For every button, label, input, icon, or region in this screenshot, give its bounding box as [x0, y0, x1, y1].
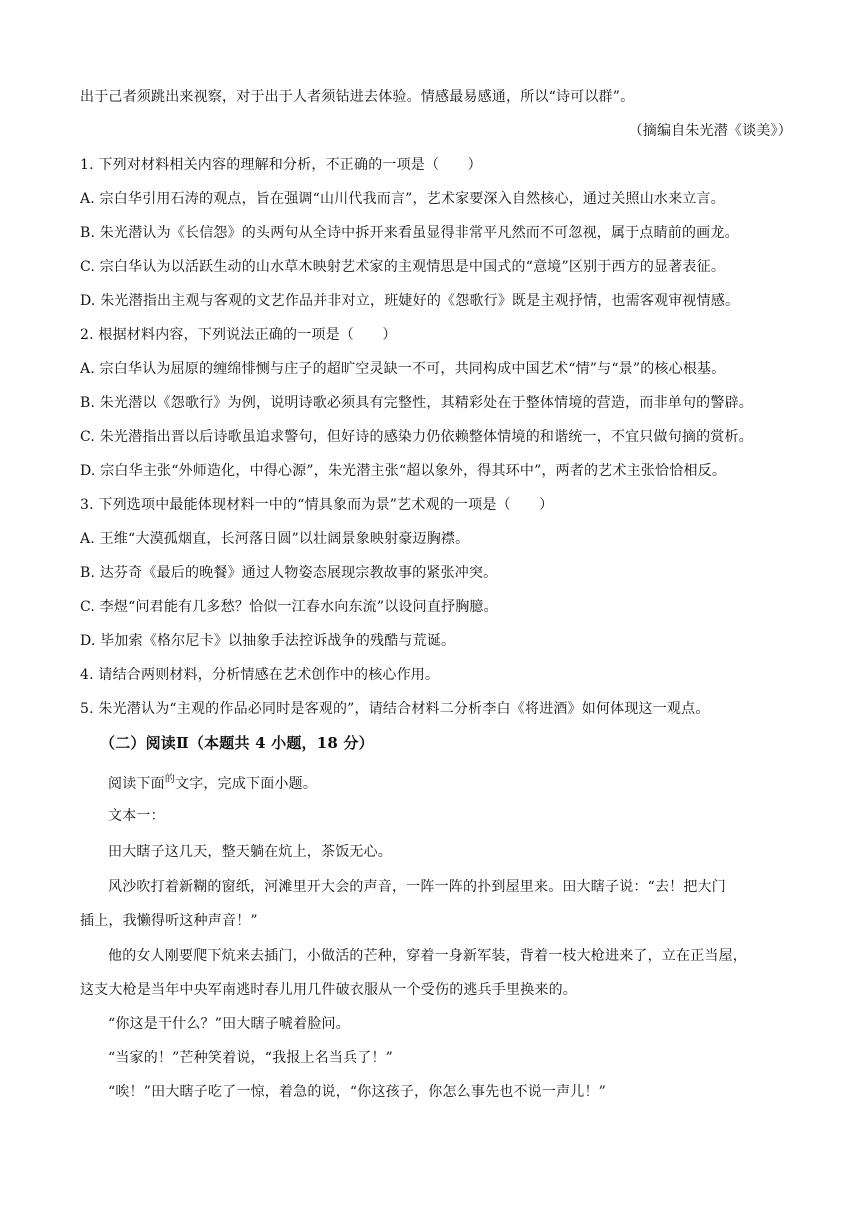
- question-5: 5. 朱光潜认为“主观的作品必同时是客观的”，请结合材料二分析李白《将进酒》如何体现这一观点。: [80, 701, 710, 717]
- reading-instruction-part-2: 文字，完成下面小题。: [175, 776, 318, 792]
- reading-instruction: [108, 770, 792, 790]
- section-title: （二）阅读Ⅱ（本题共 4 小题，18 分）: [100, 734, 374, 752]
- question-3-option-b: B. 达芬奇《最后的晚餐》通过人物姿态展现宗教故事的紧张冲突。: [80, 565, 498, 581]
- passage-line-7: “当家的！”芒种笑着说，“我报上名当兵了！”: [108, 1050, 394, 1066]
- question-4: 4. 请结合两则材料，分析情感在艺术创作中的核心作用。: [80, 667, 440, 683]
- question-2-option-a: A. 宗白华认为屈原的缠绵悱恻与庄子的超旷空灵缺一不可，共同构成中国艺术“情”与“景”的核心根基。: [80, 361, 726, 377]
- question-2-option-d: D. 宗白华主张“外师造化，中得心源”，朱光潜主张“超以象外，得其环中”，两者的艺术主张恰恰相反。: [80, 463, 727, 479]
- intro-line: 出于己者须跳出来视察，对于出于人者须钻进去体验。情感最易感通，所以“诗可以群”。: [80, 89, 635, 105]
- reading-instruction-part-1: 阅读下面: [108, 776, 165, 792]
- question-1-option-c: C. 宗白华认为以活跃生动的山水草木映射艺术家的主观情思是中国式的“意境”区别于西方的显著表征。: [80, 259, 726, 275]
- passage-line-3: 插上，我懒得听这种声音！”: [80, 913, 258, 929]
- question-1-option-a: A. 宗白华引用石涛的观点，旨在强调“山川代我而言”，艺术家要深入自然核心，通过关照山水来立言。: [80, 191, 725, 207]
- question-3-option-a: A. 王维“大漠孤烟直，长河落日圆”以壮阔景象映射豪迈胸襟。: [80, 531, 470, 547]
- question-3-option-d: D. 毕加索《格尔尼卡》以抽象手法控诉战争的残酷与荒诞。: [80, 633, 456, 649]
- question-2-option-c: C. 朱光潜指出晋以后诗歌虽追求警句，但好诗的感染力仍依赖整体情境的和谐统一，不宜只做句摘的赏析。: [80, 429, 753, 445]
- passage-line-1: 田大瞎子这几天，整天躺在炕上，茶饭无心。: [108, 844, 392, 860]
- question-3-stem: 3. 下列选项中最能体现材料一中的“情具象而为景”艺术观的一项是（ ）: [80, 497, 554, 513]
- question-2-stem: 2. 根据材料内容，下列说法正确的一项是（ ）: [80, 327, 397, 343]
- passage-line-4: 他的女人刚要爬下炕来去插门，小做活的芒种，穿着一身新军装，背着一枝大枪进来了，立在正当屋，: [108, 948, 747, 964]
- question-1-option-d: D. 朱光潜指出主观与客观的文艺作品并非对立，班婕好的《怨歌行》既是主观抒情，也需客观审视情感。: [80, 293, 740, 309]
- passage-line-6: “你这是干什么？”田大瞎子唬着脸问。: [108, 1016, 350, 1032]
- passage-line-8: “唉！”田大瞎子吃了一惊，着急的说，“你这孩子，你怎么事先也不说一声儿！”: [108, 1084, 607, 1100]
- question-1-option-b: B. 朱光潜认为《长信怨》的头两句从全诗中拆开来看虽显得非常平凡然而不可忽视，属于点睛前的画龙。: [80, 225, 739, 241]
- question-1-stem: 1. 下列对材料相关内容的理解和分析，不正确的一项是（ ）: [80, 157, 482, 173]
- passage-line-5: 这支大枪是当年中央军南逃时春儿用几件破衣服从一个受伤的逃兵手里换来的。: [80, 982, 577, 998]
- source-citation: （摘编自朱光潜《谈美》）: [628, 123, 792, 139]
- passage-line-2: 风沙吹打着新糊的窗纸，河滩里开大会的声音，一阵一阵的扑到屋里来。田大瞎子说：“去！把大门: [108, 879, 726, 895]
- text-label: 文本一：: [108, 808, 165, 824]
- question-2-option-b: B. 朱光潜以《怨歌行》为例，说明诗歌必须具有完整性，其精彩处在于整体情境的营造，而非单句的警辟。: [80, 395, 753, 411]
- question-3-option-c: C. 李煜“问君能有几多愁？恰似一江春水向东流”以设问直抒胸臆。: [80, 599, 498, 615]
- reading-instruction-superscript: 的: [164, 774, 176, 785]
